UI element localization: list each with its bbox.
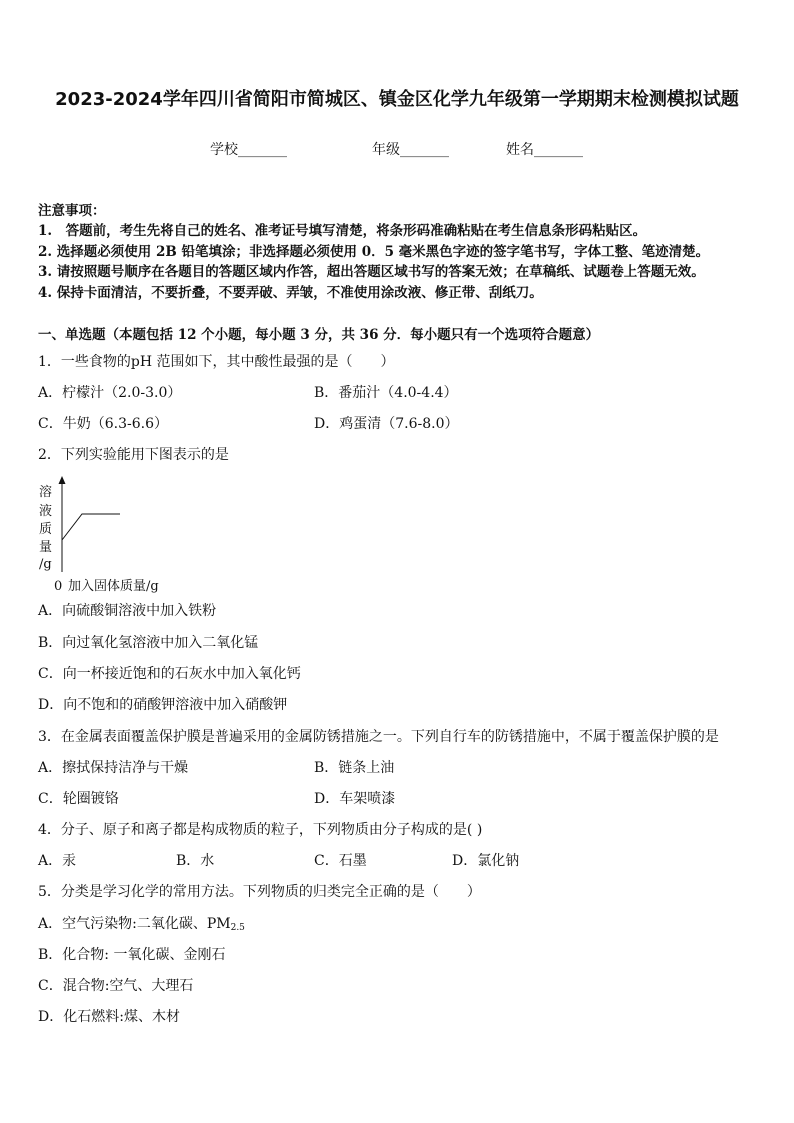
y-label-char: 液	[39, 504, 53, 519]
notice-item: 3. 请按照题号顺序在各题目的答题区域内作答，超出答题区域书写的答案无效；在草稿纸、试题卷上答题无效。	[38, 264, 705, 280]
option-a: A．柠檬汁（2.0-3.0）	[38, 385, 182, 401]
option-b: B．链条上油	[314, 760, 395, 776]
mass-curve	[62, 514, 120, 540]
origin-label: 0	[54, 579, 63, 594]
option-c: C．轮圈镀铬	[38, 791, 119, 807]
school-field: 学校_______	[210, 142, 287, 158]
pm-subscript: 2.5	[230, 923, 245, 933]
notice-item: 1. 答题前，考生先将自己的姓名、准考证号填写清楚，将条形码准确粘贴在考生信息条形码粘贴区。	[38, 223, 647, 239]
option-a	[38, 915, 245, 933]
option-d: D．车架喷漆	[314, 791, 396, 807]
name-field: 姓名_______	[506, 142, 583, 158]
question-stem: 1．一些食物的pH 范围如下，其中酸性最强的是（ ）	[38, 354, 395, 370]
notice-item: 4. 保持卡面清洁，不要折叠，不要弄破、弄皱，不准使用涂改液、修正带、刮纸刀。	[38, 285, 543, 301]
option-c: C．向一杯接近饱和的石灰水中加入氧化钙	[38, 666, 301, 682]
option-d: D．化石燃料:煤、木材	[38, 1009, 180, 1025]
option-d: D．氯化钠	[452, 853, 520, 869]
question-stem: 3．在金属表面覆盖保护膜是普遍采用的金属防锈措施之一。下列自行车的防锈措施中，不属于覆盖保护膜的是	[38, 729, 719, 745]
solution-mass-graph	[30, 470, 180, 595]
option-b: B．水	[176, 853, 215, 869]
y-label-char: /g	[39, 557, 52, 572]
y-label-char: 质	[39, 522, 53, 537]
option-a: A．擦拭保持洁净与干燥	[38, 760, 189, 776]
option-b: B．向过氧化氢溶液中加入二氧化锰	[38, 635, 259, 651]
question-stem: 2．下列实验能用下图表示的是	[38, 447, 229, 463]
option-c: C．混合物:空气、大理石	[38, 978, 194, 994]
option-a: A．向硫酸铜溶液中加入铁粉	[38, 603, 217, 619]
option-b: B．化合物: 一氧化碳、金刚石	[38, 947, 226, 963]
option-c: C．牛奶（6.3-6.6）	[38, 416, 168, 432]
option-a-text: A．空气污染物:二氧化碳、PM	[38, 916, 231, 932]
option-c: C．石墨	[314, 853, 367, 869]
grade-field: 年级_______	[372, 142, 449, 158]
y-label-char: 量	[39, 540, 53, 555]
notice-item: 2. 选择题必须使用 2B 铅笔填涂；非选择题必须使用 0．5 毫米黑色字迹的签字笔书写，字体工整、笔迹清楚。	[38, 244, 710, 260]
y-axis-arrow	[59, 476, 66, 484]
question-stem: 5．分类是学习化学的常用方法。下列物质的归类完全正确的是（ ）	[38, 884, 481, 900]
section-heading: 一、单选题（本题包括 12 个小题，每小题 3 分，共 36 分．每小题只有一个选项符合题意）	[38, 327, 600, 343]
notice-heading: 注意事项：	[38, 203, 106, 219]
option-b: B．番茄汁（4.0-4.4）	[314, 385, 458, 401]
option-d: D．向不饱和的硝酸钾溶液中加入硝酸钾	[38, 697, 288, 713]
x-axis-label: 加入固体质量/g	[68, 579, 159, 594]
question-stem: 4．分子、原子和离子都是构成物质的粒子，下列物质由分子构成的是( )	[38, 822, 483, 838]
page-title: 2023-2024学年四川省简阳市简城区、镇金区化学九年级第一学期期末检测模拟试题	[55, 89, 739, 110]
option-a: A．汞	[38, 853, 77, 869]
y-label-char: 溶	[39, 485, 53, 500]
option-d: D．鸡蛋清（7.6-8.0）	[314, 416, 459, 432]
